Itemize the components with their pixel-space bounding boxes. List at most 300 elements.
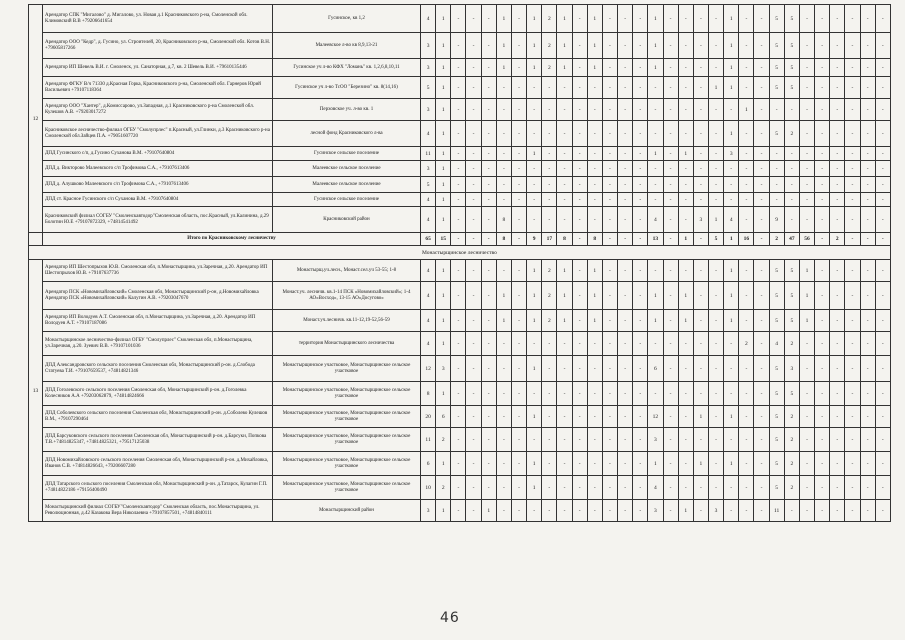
value-cell: - <box>466 99 481 121</box>
value-cell: - <box>784 177 799 193</box>
value-cell: - <box>496 99 511 121</box>
value-cell: - <box>678 59 693 77</box>
value-cell: - <box>451 161 466 177</box>
value-cell: 12 <box>421 356 436 382</box>
value-cell: 1 <box>678 500 693 522</box>
value-cell: - <box>587 500 602 522</box>
table-row <box>29 332 891 356</box>
value-cell: - <box>708 193 723 207</box>
value-cell: - <box>815 500 830 522</box>
value-cell: 2 <box>784 452 799 476</box>
value-cell: - <box>830 161 845 177</box>
value-cell: 1 <box>481 500 496 522</box>
value-cell: - <box>815 260 830 282</box>
location-cell: Монастырщинский район <box>273 500 421 522</box>
value-cell: - <box>754 260 769 282</box>
value-cell: 1 <box>587 310 602 332</box>
value-cell: - <box>481 59 496 77</box>
table-row <box>29 382 891 406</box>
value-cell: - <box>587 147 602 161</box>
value-cell: 1 <box>587 5 602 33</box>
value-cell: - <box>799 33 814 59</box>
value-cell: - <box>754 5 769 33</box>
value-cell: - <box>466 121 481 147</box>
value-cell: - <box>481 99 496 121</box>
total-value-cell: - <box>845 233 860 246</box>
value-cell: - <box>678 177 693 193</box>
value-cell: - <box>860 428 875 452</box>
value-cell: 1 <box>693 452 708 476</box>
value-cell: - <box>845 177 860 193</box>
value-cell: - <box>527 500 542 522</box>
value-cell: - <box>739 428 754 452</box>
value-cell: 1 <box>496 310 511 332</box>
value-cell: - <box>496 382 511 406</box>
value-cell: 1 <box>527 147 542 161</box>
value-cell: 1 <box>648 147 663 161</box>
organization-cell: Монастырщинское лесничество-филиал ОГБУ "Смолупрлес" Смоленская обл, п.Монастырщина, ул.Заречная, д.20. Зуевич В.В. +79107101036 <box>43 332 273 356</box>
value-cell: - <box>875 406 890 428</box>
value-cell: - <box>860 207 875 233</box>
value-cell: - <box>587 382 602 406</box>
value-cell: - <box>815 147 830 161</box>
value-cell: 1 <box>527 260 542 282</box>
value-cell: - <box>708 260 723 282</box>
value-cell: - <box>451 177 466 193</box>
value-cell: - <box>633 77 648 99</box>
value-cell: - <box>618 207 633 233</box>
value-cell: - <box>784 147 799 161</box>
value-cell: - <box>618 382 633 406</box>
value-cell: - <box>815 193 830 207</box>
value-cell: - <box>678 356 693 382</box>
value-cell: - <box>633 428 648 452</box>
value-cell: - <box>481 161 496 177</box>
value-cell: 1 <box>648 33 663 59</box>
value-cell: - <box>511 77 526 99</box>
value-cell: - <box>663 207 678 233</box>
value-cell: - <box>693 99 708 121</box>
value-cell: - <box>830 59 845 77</box>
value-cell: 4 <box>724 207 739 233</box>
value-cell: 1 <box>557 310 572 332</box>
value-cell: - <box>739 33 754 59</box>
value-cell: - <box>739 310 754 332</box>
total-value-cell: - <box>633 233 648 246</box>
value-cell: - <box>860 452 875 476</box>
value-cell: - <box>633 121 648 147</box>
value-cell: - <box>633 33 648 59</box>
value-cell: - <box>799 161 814 177</box>
value-cell: 9 <box>769 207 784 233</box>
value-cell: - <box>587 406 602 428</box>
value-cell: - <box>875 452 890 476</box>
value-cell: - <box>572 5 587 33</box>
value-cell: - <box>633 406 648 428</box>
value-cell: - <box>815 332 830 356</box>
value-cell: - <box>739 161 754 177</box>
value-cell: 1 <box>724 452 739 476</box>
value-cell: - <box>693 33 708 59</box>
value-cell: - <box>784 193 799 207</box>
value-cell: - <box>496 428 511 452</box>
value-cell: - <box>693 332 708 356</box>
total-value-cell: - <box>693 233 708 246</box>
organization-cell: Красниковское лесничество-филиал ОГБУ "Смолупрлес" п.Красный, ул.Глинки, д.3 Красниковского р-на Смоленской обл.Зайцев П.А. +79051607720 <box>43 121 273 147</box>
value-cell: - <box>830 207 845 233</box>
value-cell: 12 <box>648 406 663 428</box>
value-cell: - <box>860 193 875 207</box>
value-cell: - <box>511 121 526 147</box>
value-cell: - <box>678 382 693 406</box>
value-cell: - <box>602 33 617 59</box>
value-cell: - <box>693 356 708 382</box>
value-cell: - <box>602 99 617 121</box>
value-cell: 5 <box>784 5 799 33</box>
value-cell: - <box>511 99 526 121</box>
total-row <box>29 233 891 246</box>
value-cell: - <box>511 310 526 332</box>
value-cell: 5 <box>784 59 799 77</box>
value-cell: - <box>815 59 830 77</box>
value-cell: 5 <box>769 260 784 282</box>
value-cell: - <box>496 193 511 207</box>
value-cell: 1 <box>496 282 511 310</box>
value-cell: - <box>466 382 481 406</box>
value-cell: - <box>739 177 754 193</box>
value-cell: - <box>511 428 526 452</box>
organization-cell: Арендатор ФГКУ В/ч 71330 д.Красная Горка, Красниковского р-на, Смоленской обл. Гарнеров Юрий Васильевич +79107118364 <box>43 77 273 99</box>
value-cell: 1 <box>724 5 739 33</box>
value-cell: - <box>845 356 860 382</box>
value-cell: - <box>496 147 511 161</box>
value-cell: - <box>572 500 587 522</box>
value-cell: - <box>830 310 845 332</box>
value-cell: - <box>799 147 814 161</box>
value-cell: - <box>845 121 860 147</box>
value-cell: 1 <box>724 33 739 59</box>
value-cell: - <box>693 476 708 500</box>
value-cell: - <box>572 406 587 428</box>
value-cell: - <box>481 207 496 233</box>
value-cell: - <box>678 121 693 147</box>
location-cell: Малеевское сельское поселение <box>273 177 421 193</box>
value-cell: - <box>633 5 648 33</box>
value-cell: - <box>618 428 633 452</box>
value-cell: - <box>602 147 617 161</box>
value-cell: - <box>875 207 890 233</box>
value-cell: - <box>815 356 830 382</box>
value-cell: - <box>693 5 708 33</box>
value-cell: - <box>739 282 754 310</box>
value-cell: - <box>875 356 890 382</box>
document-sheet <box>28 4 890 522</box>
total-value-cell: - <box>860 233 875 246</box>
value-cell: - <box>466 406 481 428</box>
value-cell: 2 <box>436 476 451 500</box>
value-cell: - <box>815 161 830 177</box>
value-cell: 4 <box>421 310 436 332</box>
value-cell: - <box>708 99 723 121</box>
value-cell: - <box>511 452 526 476</box>
value-cell: - <box>678 193 693 207</box>
value-cell: - <box>648 382 663 406</box>
value-cell: - <box>693 177 708 193</box>
value-cell: - <box>542 193 557 207</box>
value-cell: - <box>830 177 845 193</box>
value-cell: - <box>481 406 496 428</box>
organization-cell: ДПД Гусинского с/п, д.Гусино Суханова В.М. +79107640804 <box>43 147 273 161</box>
location-cell: Малеевское сельское поселение <box>273 161 421 177</box>
value-cell: - <box>587 332 602 356</box>
value-cell: - <box>496 476 511 500</box>
value-cell: 3 <box>421 33 436 59</box>
value-cell: - <box>557 193 572 207</box>
value-cell: - <box>754 121 769 147</box>
value-cell: - <box>648 99 663 121</box>
location-cell: Монастырщинское участковое, Монастырщинское сельское участковое <box>273 406 421 428</box>
value-cell: - <box>860 33 875 59</box>
page-number: 46 <box>440 610 460 626</box>
value-cell: 1 <box>693 406 708 428</box>
value-cell: - <box>587 161 602 177</box>
value-cell: - <box>648 332 663 356</box>
value-cell: - <box>496 177 511 193</box>
total-value-cell: 16 <box>739 233 754 246</box>
location-cell: Гусинское, кв 1,2 <box>273 5 421 33</box>
value-cell: - <box>587 428 602 452</box>
value-cell: 2 <box>739 332 754 356</box>
value-cell: 4 <box>421 332 436 356</box>
value-cell: - <box>845 33 860 59</box>
value-cell: 1 <box>527 452 542 476</box>
value-cell: - <box>860 147 875 161</box>
value-cell: - <box>754 452 769 476</box>
value-cell: - <box>557 99 572 121</box>
value-cell: - <box>739 260 754 282</box>
value-cell: - <box>845 59 860 77</box>
value-cell: - <box>618 177 633 193</box>
total-value-cell: - <box>815 233 830 246</box>
value-cell: - <box>618 33 633 59</box>
value-cell: - <box>633 282 648 310</box>
organization-cell: ДПД Татарского сельского поселения Смоленская обл, Монастырщинский р-он. д.Татарск, Кулагин Г.П. +74814822186 +79156400490 <box>43 476 273 500</box>
value-cell: - <box>496 77 511 99</box>
value-cell: - <box>633 332 648 356</box>
value-cell: - <box>708 406 723 428</box>
value-cell: - <box>511 260 526 282</box>
organization-cell: Арендатор ИП Володуев А.Т. Смоленская обл, п.Монастырщина, ул.Заречная, д.20. Арендатор ИП Володуев А.Т. +79107187086 <box>43 310 273 332</box>
value-cell: - <box>708 332 723 356</box>
value-cell: 2 <box>784 332 799 356</box>
value-cell: - <box>830 476 845 500</box>
value-cell: - <box>451 500 466 522</box>
value-cell: - <box>572 382 587 406</box>
value-cell: - <box>633 500 648 522</box>
organization-cell: ДПД Новомихайловского сельского поселения Смоленская обл, Монастырщинский р-он. д.Михайловка, Иванов С.В. +74814826643, +79206607280 <box>43 452 273 476</box>
value-cell: - <box>602 500 617 522</box>
value-cell: - <box>663 33 678 59</box>
value-cell: - <box>799 428 814 452</box>
value-cell: - <box>496 452 511 476</box>
value-cell: - <box>860 476 875 500</box>
value-cell: - <box>481 310 496 332</box>
value-cell: - <box>542 121 557 147</box>
value-cell: - <box>663 500 678 522</box>
value-cell: - <box>451 121 466 147</box>
value-cell: - <box>663 310 678 332</box>
value-cell: - <box>845 428 860 452</box>
value-cell: - <box>572 207 587 233</box>
value-cell: 3 <box>436 356 451 382</box>
value-cell: - <box>602 5 617 33</box>
value-cell: 1 <box>436 161 451 177</box>
value-cell: - <box>739 147 754 161</box>
value-cell: - <box>542 406 557 428</box>
value-cell: - <box>542 207 557 233</box>
value-cell: - <box>754 310 769 332</box>
value-cell: 5 <box>784 33 799 59</box>
value-cell: - <box>708 382 723 406</box>
value-cell: - <box>451 147 466 161</box>
total-value-cell: - <box>618 233 633 246</box>
value-cell: 1 <box>799 310 814 332</box>
value-cell: - <box>481 476 496 500</box>
value-cell: 3 <box>421 161 436 177</box>
value-cell: - <box>451 59 466 77</box>
organization-cell: ДПД Барсуковского сельского поселения Смоленская обл, Монастырщинский р-он. д.Барсуки, Попкова Т.В.+74814825347, +74814825321, +79517125038 <box>43 428 273 452</box>
total-value-cell: 47 <box>784 233 799 246</box>
value-cell: - <box>708 5 723 33</box>
value-cell: - <box>845 332 860 356</box>
value-cell: - <box>481 77 496 99</box>
value-cell: - <box>693 260 708 282</box>
organization-cell: Арендатор ООО "Кедр", д. Гусино, ул. Строителей, 20, Красниковского р-на, Смоленской обл. Котов В.Н. +79605817266 <box>43 33 273 59</box>
value-cell: - <box>784 207 799 233</box>
value-cell: 1 <box>527 5 542 33</box>
table-row <box>29 77 891 99</box>
value-cell: - <box>572 428 587 452</box>
value-cell: - <box>511 476 526 500</box>
value-cell: - <box>678 452 693 476</box>
total-value-cell: 8 <box>557 233 572 246</box>
value-cell: - <box>618 99 633 121</box>
value-cell: - <box>663 177 678 193</box>
value-cell: - <box>511 500 526 522</box>
value-cell: - <box>875 59 890 77</box>
value-cell: - <box>830 406 845 428</box>
total-value-cell: 2 <box>830 233 845 246</box>
value-cell: - <box>496 121 511 147</box>
section-title: Монастырщинское лесничество <box>29 246 891 260</box>
value-cell: - <box>542 500 557 522</box>
table-row <box>29 260 891 282</box>
value-cell: - <box>587 452 602 476</box>
total-value-cell: 9 <box>527 233 542 246</box>
location-cell: Красниковский район <box>273 207 421 233</box>
value-cell: - <box>481 282 496 310</box>
value-cell: - <box>754 77 769 99</box>
value-cell: - <box>618 260 633 282</box>
value-cell: - <box>572 77 587 99</box>
value-cell: - <box>830 356 845 382</box>
value-cell: 5 <box>769 121 784 147</box>
value-cell: - <box>724 193 739 207</box>
value-cell: 1 <box>527 406 542 428</box>
value-cell: - <box>481 5 496 33</box>
value-cell: - <box>875 147 890 161</box>
value-cell: - <box>602 177 617 193</box>
value-cell: - <box>860 5 875 33</box>
value-cell: - <box>602 406 617 428</box>
value-cell: - <box>527 77 542 99</box>
value-cell: - <box>678 428 693 452</box>
value-cell: - <box>663 382 678 406</box>
value-cell: - <box>466 332 481 356</box>
value-cell: - <box>724 177 739 193</box>
table-row <box>29 121 891 147</box>
value-cell: - <box>875 193 890 207</box>
value-cell: - <box>648 77 663 99</box>
value-cell: - <box>739 356 754 382</box>
value-cell: - <box>754 161 769 177</box>
location-cell: Гусинское уч л-во ТсОО "Березино" кв. 8(14,16) <box>273 77 421 99</box>
value-cell: 1 <box>527 476 542 500</box>
value-cell: - <box>693 500 708 522</box>
value-cell: - <box>769 147 784 161</box>
value-cell: 5 <box>769 310 784 332</box>
value-cell: - <box>739 382 754 406</box>
value-cell: 1 <box>436 310 451 332</box>
value-cell: - <box>602 476 617 500</box>
value-cell: - <box>815 282 830 310</box>
value-cell: - <box>557 332 572 356</box>
value-cell: - <box>466 59 481 77</box>
value-cell: - <box>542 177 557 193</box>
value-cell: - <box>587 77 602 99</box>
value-cell: 1 <box>678 282 693 310</box>
value-cell: - <box>830 77 845 99</box>
blank-cell <box>29 233 43 246</box>
value-cell: 5 <box>784 310 799 332</box>
value-cell: - <box>602 428 617 452</box>
value-cell: - <box>663 5 678 33</box>
value-cell: - <box>860 121 875 147</box>
location-cell: Монастырщинское участковое, Монастырщинское сельское участковое <box>273 476 421 500</box>
value-cell: - <box>633 99 648 121</box>
value-cell: 1 <box>648 452 663 476</box>
value-cell: - <box>511 33 526 59</box>
value-cell: - <box>511 193 526 207</box>
value-cell: - <box>451 382 466 406</box>
table-row <box>29 476 891 500</box>
value-cell: - <box>602 356 617 382</box>
value-cell: - <box>557 406 572 428</box>
total-value-cell: 65 <box>421 233 436 246</box>
value-cell: - <box>724 332 739 356</box>
value-cell: - <box>799 193 814 207</box>
value-cell: - <box>557 121 572 147</box>
value-cell: 2 <box>542 5 557 33</box>
value-cell: - <box>648 121 663 147</box>
table-row <box>29 193 891 207</box>
value-cell: - <box>830 5 845 33</box>
value-cell: 3 <box>421 59 436 77</box>
value-cell: - <box>830 121 845 147</box>
value-cell: 1 <box>436 177 451 193</box>
value-cell: - <box>815 121 830 147</box>
value-cell: - <box>739 452 754 476</box>
